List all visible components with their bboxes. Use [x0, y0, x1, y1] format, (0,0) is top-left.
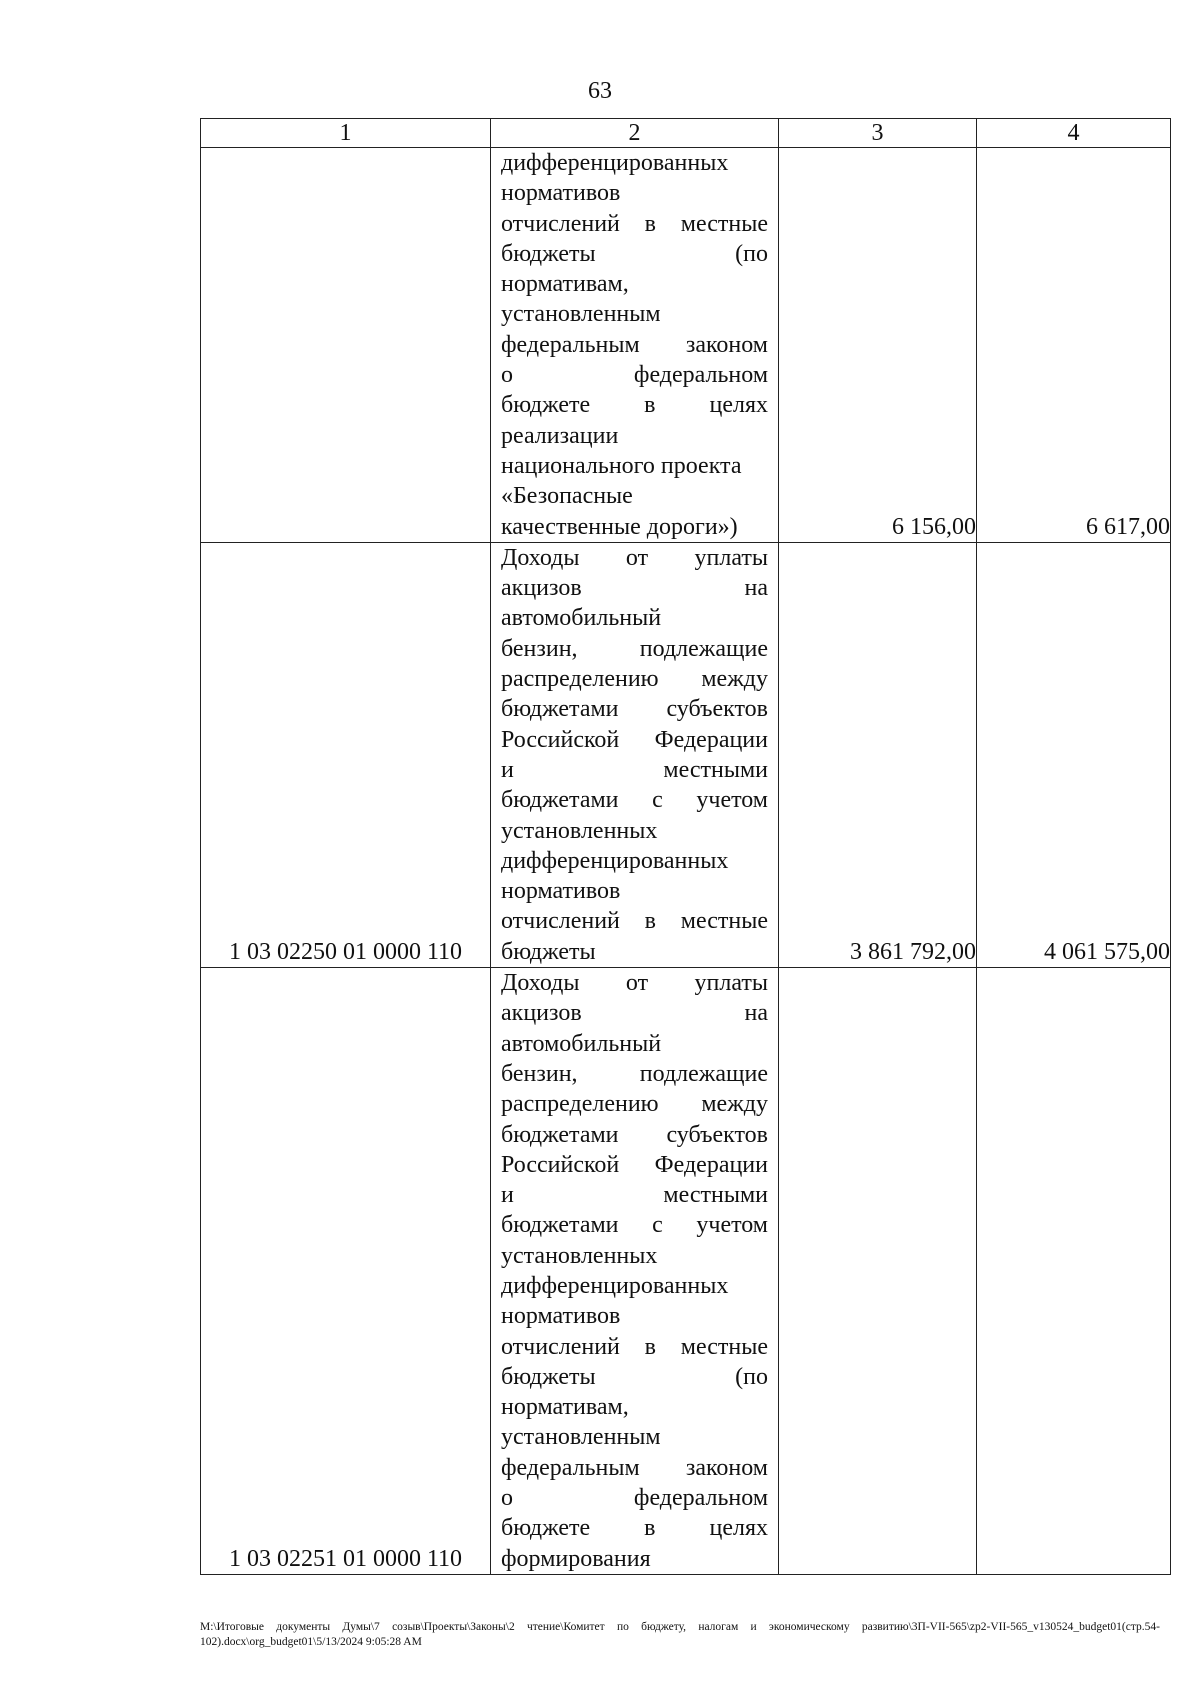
- description-line: качественные дороги»): [501, 513, 738, 540]
- description-line: отчислений в местные: [501, 210, 768, 237]
- description-line: федеральным законом: [501, 1454, 768, 1481]
- description-line: бюджетами субъектов: [501, 696, 768, 723]
- description-line: бюджеты (по: [501, 240, 768, 267]
- description-cell: [491, 148, 779, 543]
- budget-code-cell: [201, 148, 491, 543]
- description-line: бюджетами с учетом: [501, 787, 768, 814]
- description-line: бюджете в целях: [501, 392, 768, 419]
- description-line: о федеральном: [501, 362, 768, 389]
- description-line: национального проекта: [501, 452, 742, 479]
- description-line: нормативам,: [501, 271, 629, 298]
- amount-col-3-cell: [779, 968, 977, 1575]
- description-line: реализации: [501, 422, 619, 449]
- description-line: о федеральном: [501, 1485, 768, 1512]
- amount-col-3-cell: 3 861 792,00: [779, 542, 977, 967]
- description-line: установленным: [501, 1424, 661, 1451]
- description-line: Российской Федерации: [501, 726, 768, 753]
- description-cell: [491, 968, 779, 1575]
- column-header-1: 1: [201, 119, 491, 148]
- description-line: акцизов на: [501, 1000, 768, 1027]
- description-line: распределению между: [501, 666, 768, 693]
- description-line: дифференцированных: [501, 847, 729, 874]
- description-line: бюджеты: [501, 938, 596, 965]
- description-line: нормативов: [501, 878, 621, 905]
- description-line: бензин, подлежащие: [501, 1060, 768, 1087]
- description-line: «Безопасные: [501, 483, 633, 510]
- description-line: установленных: [501, 817, 658, 844]
- description-line: Доходы от уплаты: [501, 544, 768, 571]
- header-row: [201, 119, 1171, 148]
- description-line: бензин, подлежащие: [501, 635, 768, 662]
- description-line: установленным: [501, 301, 661, 328]
- description-line: и местными: [501, 1182, 768, 1209]
- description-line: отчислений в местные: [501, 908, 768, 935]
- description-line: автомобильный: [501, 1030, 662, 1057]
- column-header-2: 2: [491, 119, 779, 148]
- description-line: автомобильный: [501, 605, 662, 632]
- budget-code-cell: 1 03 02251 01 0000 110: [201, 968, 491, 1575]
- description-line: нормативам,: [501, 1394, 629, 1421]
- description-line: распределению между: [501, 1091, 768, 1118]
- page-number: 63: [588, 78, 612, 104]
- description-line: и местными: [501, 756, 768, 783]
- description-line: дифференцированных: [501, 150, 729, 176]
- description-cell: [491, 542, 779, 967]
- description-line: установленных: [501, 1242, 658, 1269]
- description-line: бюджетами субъектов: [501, 1121, 768, 1148]
- column-header-4: 4: [977, 119, 1171, 148]
- amount-col-4-cell: 4 061 575,00: [977, 542, 1171, 967]
- amount-col-4-cell: [977, 968, 1171, 1575]
- description-line: нормативов: [501, 180, 621, 207]
- amount-col-4-cell: 6 617,00: [977, 148, 1171, 543]
- description-line: дифференцированных: [501, 1272, 729, 1299]
- budget-code-cell: 1 03 02250 01 0000 110: [201, 542, 491, 967]
- description-line: формирования: [501, 1545, 651, 1572]
- column-header-3: 3: [779, 119, 977, 148]
- description-line: бюджеты (по: [501, 1363, 768, 1390]
- table-row: [201, 542, 1171, 967]
- description-line: бюджетами с учетом: [501, 1212, 768, 1239]
- description-line: бюджете в целях: [501, 1515, 768, 1542]
- table-row: [201, 968, 1171, 1575]
- budget-table: [200, 118, 1171, 1575]
- description-line: федеральным законом: [501, 331, 768, 358]
- description-line: Российской Федерации: [501, 1151, 768, 1178]
- table-row: [201, 148, 1171, 543]
- description-line: отчислений в местные: [501, 1333, 768, 1360]
- description-line: нормативов: [501, 1303, 621, 1330]
- description-line: Доходы от уплаты: [501, 970, 768, 997]
- description-line: акцизов на: [501, 575, 768, 602]
- document-path-footer: М:\Итоговые документы Думы\7 созыв\Проекты\Законы\2 чтение\Комитет по бюджету, налогам и экономическому развитию\3П-VII-565\zp2-VII-565_v130524_budget01(стр.54-102).docx\org_budget01\5/13/2024 9:05:28 AM: [200, 1621, 1160, 1648]
- amount-col-3-cell: 6 156,00: [779, 148, 977, 543]
